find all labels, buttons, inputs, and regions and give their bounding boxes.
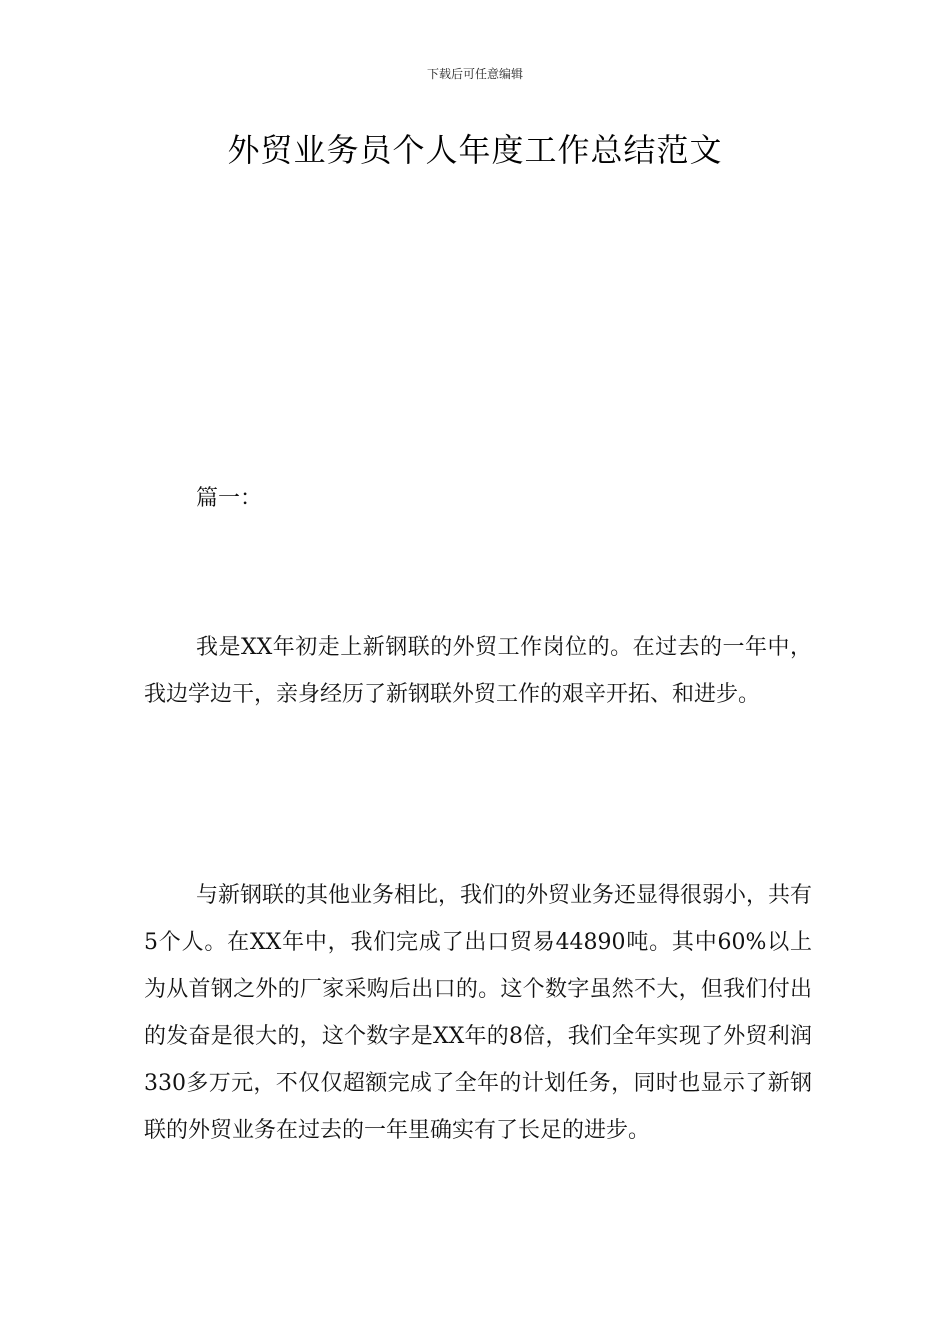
paragraph-1: 我是XX年初走上新钢联的外贸工作岗位的。在过去的一年中，我边学边干，亲身经历了新钢联外贸工作的艰辛开拓、和进步。 — [144, 635, 812, 707]
header-note: 下载后可任意编辑 — [426, 67, 523, 81]
paragraph-2: 与新钢联的其他业务相比，我们的外贸业务还显得很弱小，共有5个人。在XX年中，我们完成了出口贸易44890吨。其中60%以上为从首钢之外的厂家采购后出口的。这个数字虽然不大，但我们付出的发奋是很大的，这个数字是XX年的8倍，我们全年实现了外贸利润330多万元，不仅仅超额完成了全年的计划任务，同时也显示了新钢联的外贸业务在过去的一年里确实有了长足的进步。 — [144, 883, 813, 1143]
section-label: 篇一： — [196, 486, 263, 511]
document-title: 外贸业务员个人年度工作总结范文 — [227, 131, 723, 169]
